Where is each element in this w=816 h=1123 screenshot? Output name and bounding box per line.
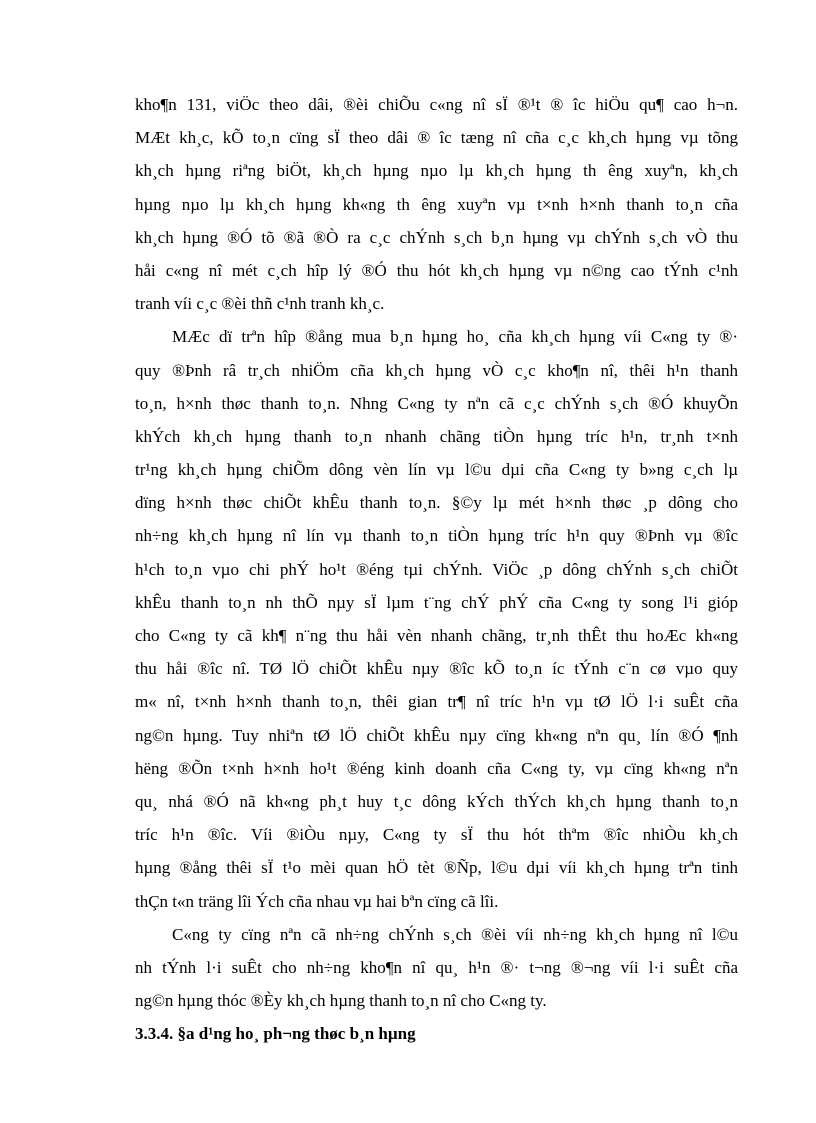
paragraph-2-line: nh÷ng kh¸ch hµng nî lín vµ thanh to¸n tiÒn hµng tríc h¹n quy ®Þnh vµ ®îc (135, 526, 738, 546)
paragraph-2-line: to¸n, h×nh thøc thanh to¸n. Nhng C«ng ty nªn cã c¸c chÝnh s¸ch ®Ó khuyÕn (135, 393, 738, 413)
paragraph-2-line: h¹ch to¸n vµo chi phÝ ho¹t ®éng tµi chÝnh. ViÖc ¸p dông chÝnh s¸ch chiÕt (135, 559, 738, 579)
paragraph-3-line: ng©n hµng thóc ®Èy kh¸ch hµng thanh to¸n nî cho C«ng ty. (135, 991, 547, 1011)
paragraph-3-line: nh tÝnh l·i suÊt cho nh÷ng kho¶n nî qu¸ h¹n ®· t¬ng ®¬ng víi l·i suÊt cña (135, 957, 738, 977)
paragraph-1-line: hµng nµo lµ kh¸ch hµng kh«ng th êng xuyªn vµ t×nh h×nh thanh to¸n cña (135, 194, 738, 214)
paragraph-2-line: m« nî, t×nh h×nh thanh to¸n, thêi gian tr¶ nî tríc h¹n vµ tØ lÖ l·i suÊt cña (135, 692, 738, 712)
paragraph-2-line: tr¹ng kh¸ch hµng chiÕm dông vèn lín vµ l©u dµi cña C«ng ty b»ng c¸ch lµ (135, 460, 738, 480)
section-heading: 3.3.4. §a d¹ng ho¸ ph¬ng thøc b¸n hµng (135, 1024, 416, 1044)
paragraph-1-line: kh¸ch hµng riªng biÖt, kh¸ch hµng nµo lµ kh¸ch hµng th êng xuyªn, kh¸ch (135, 161, 738, 181)
paragraph-2-line: hµng ®ång thêi sÏ t¹o mèi quan hÖ tèt ®Ñp, l©u dµi víi kh¸ch hµng trªn tinh (135, 858, 738, 878)
paragraph-2-line: hëng ®Õn t×nh h×nh ho¹t ®éng kinh doanh cña C«ng ty, vµ cïng kh«ng nªn (135, 758, 738, 778)
paragraph-2-line: cho C«ng ty cã kh¶ n¨ng thu håi vèn nhanh chãng, tr¸nh thÊt thu hoÆc kh«ng (135, 626, 738, 645)
paragraph-2-line: dïng h×nh thøc chiÕt khÊu thanh to¸n. §©y lµ mét h×nh thøc ¸p dông cho (135, 493, 738, 513)
paragraph-2-line: thÇn t«n träng lîi Ých cña nhau vµ hai bªn cïng cã lîi. (135, 891, 499, 911)
paragraph-2-line: ng©n hµng. Tuy nhiªn tØ lÖ chiÕt khÊu nµy cïng kh«ng nªn qu¸ lín ®Ó ¶nh (135, 725, 738, 745)
paragraph-1-line: MÆt kh¸c, kÕ to¸n cïng sÏ theo dâi ® îc tæng nî cña c¸c kh¸ch hµng vµ tõng (135, 128, 738, 148)
paragraph-2-line: tríc h¹n ®îc. Víi ®iÒu nµy, C«ng ty sÏ thu hót thªm ®îc nhiÒu kh¸ch (135, 825, 738, 845)
page-body (135, 88, 738, 1050)
paragraph-2-line: thu håi ®îc nî. TØ lÖ chiÕt khÊu nµy ®îc kÕ to¸n íc tÝnh c¨n cø vµo quy (135, 659, 738, 679)
paragraph-1-line: håi c«ng nî mét c¸ch hîp lý ®Ó thu hót kh¸ch hµng vµ n©ng cao tÝnh c¹nh (135, 260, 738, 280)
paragraph-2-line: quy ®Þnh râ tr¸ch nhiÖm cña kh¸ch hµng vÒ c¸c kho¶n nî, thêi h¹n thanh (135, 360, 738, 380)
paragraph-2-line: khÊu thanh to¸n nh thÕ nµy sÏ lµm t¨ng chÝ phÝ cña C«ng ty song l¹i gióp (135, 592, 738, 612)
paragraph-1-line: tranh víi c¸c ®èi thñ c¹nh tranh kh¸c. (135, 294, 385, 314)
paragraph-2-line: khÝch kh¸ch hµng thanh to¸n nhanh chãng tiÒn hµng tríc h¹n, tr¸nh t×nh (135, 426, 738, 446)
paragraph-3-line: C«ng ty cïng nªn cã nh÷ng chÝnh s¸ch ®èi víi nh÷ng kh¸ch hµng nî l©u (172, 924, 738, 944)
paragraph-1-line: kh¸ch hµng ®Ó tõ ®ã ®Ò ra c¸c chÝnh s¸ch b¸n hµng vµ chÝnh s¸ch vÒ thu (135, 227, 738, 247)
paragraph-2-line: MÆc dï trªn hîp ®ång mua b¸n hµng ho¸ cña kh¸ch hµng víi C«ng ty ®· (172, 327, 738, 347)
paragraph-2-line: qu¸ nhá ®Ó nã kh«ng ph¸t huy t¸c dông kÝch thÝch kh¸ch hµng thanh to¸n (135, 791, 738, 811)
paragraph-1-line: kho¶n 131, viÖc theo dâi, ®èi chiÕu c«ng nî sÏ ®¹t ® îc hiÖu qu¶ cao h¬n. (135, 95, 738, 114)
